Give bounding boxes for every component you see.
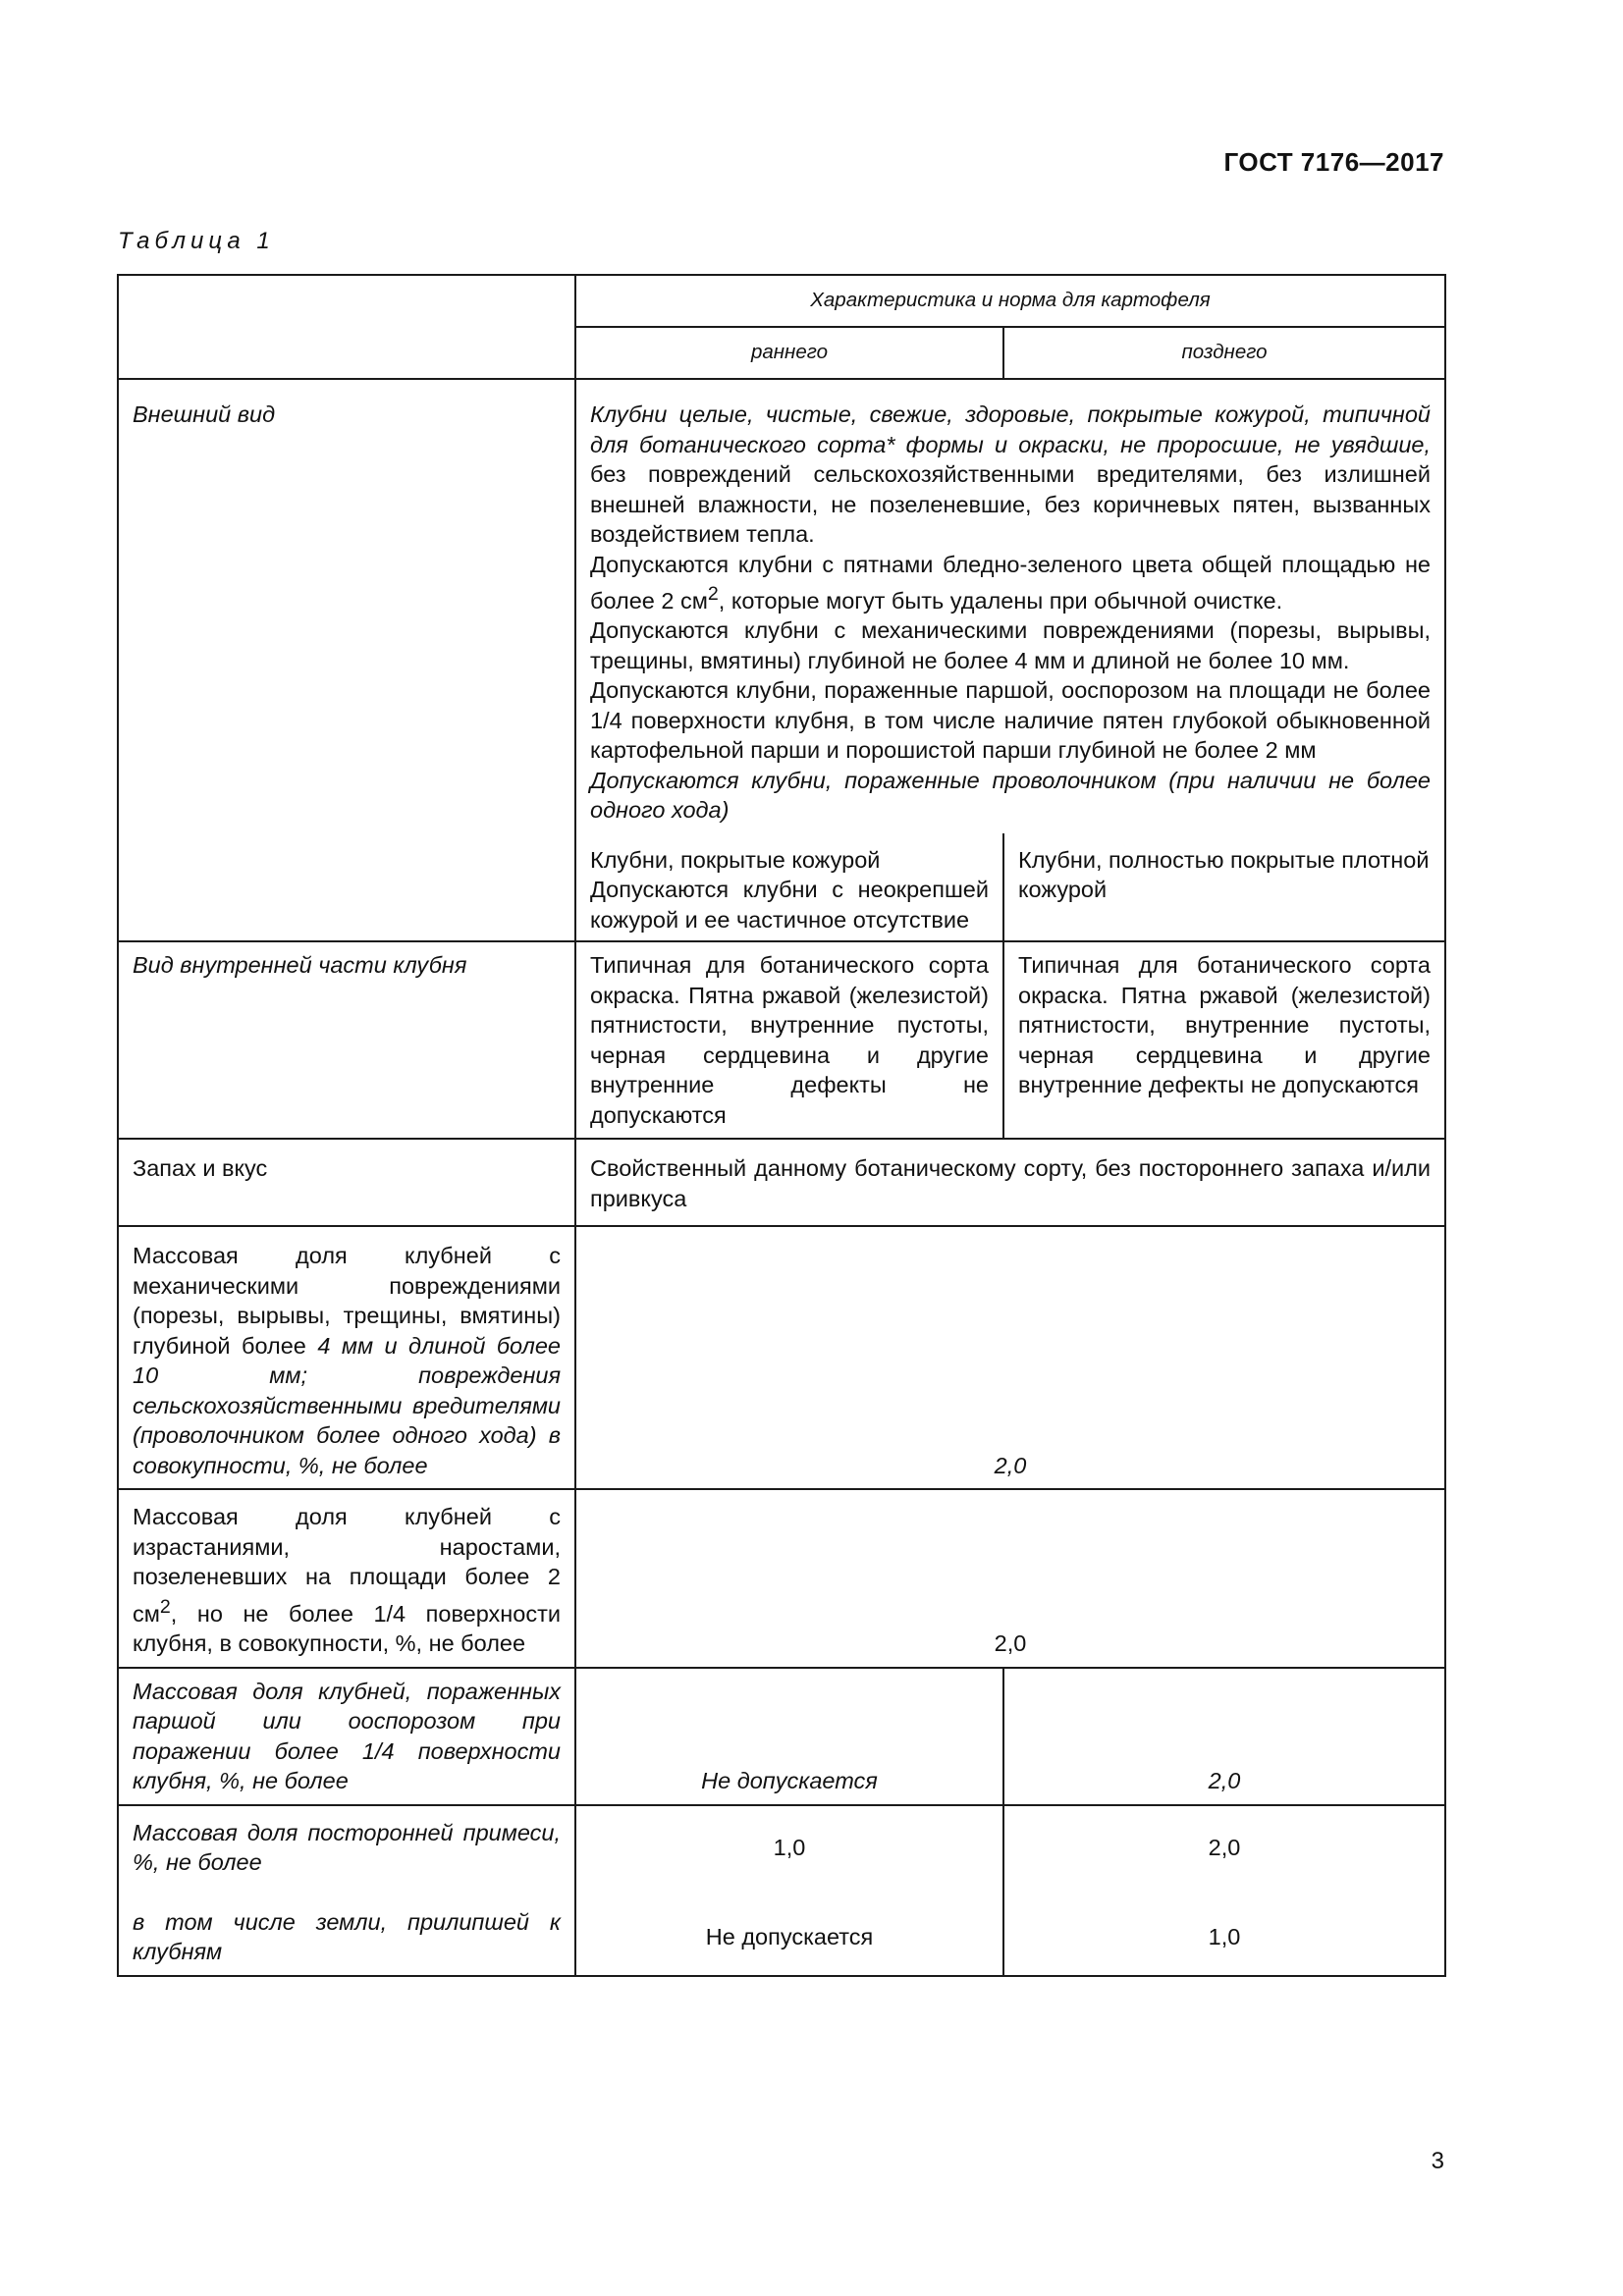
- interior-label: Вид внутренней части клубня: [118, 941, 575, 1139]
- appearance-p5: Допускаются клубни, пораженные проволочником (при наличии не более одного хода): [590, 767, 1431, 824]
- scab-early: Не допускается: [575, 1668, 1003, 1805]
- sprouts-label-cell: [118, 1489, 575, 1667]
- table-row-scab: [118, 1668, 1445, 1805]
- appearance-p2-end: , которые могут быть удалены при обычной очистке.: [718, 587, 1283, 614]
- sprouts-label-sup: 2: [159, 1595, 171, 1618]
- appearance-p2-sup: 2: [707, 583, 719, 605]
- sprouts-value: 2,0: [575, 1489, 1445, 1667]
- impurity-late: 2,0: [1208, 1834, 1241, 1860]
- interior-late-cell: [1003, 941, 1445, 1139]
- appearance-late-text: Клубни, полностью покрытые плотной кожурой: [1018, 846, 1430, 903]
- appearance-early-line2: Допускаются клубни с неокрепшей кожурой и ее частичное отсутствие: [590, 877, 989, 933]
- table-row-impurity: [118, 1805, 1445, 1976]
- appearance-p2-start: Допускаются клубни с пятнами бледно-зеленого цвета общей площадью не более 2 см: [590, 551, 1431, 614]
- appearance-description: [575, 379, 1445, 833]
- interior-late: Типичная для ботанического сорта окраска. Пятна ржавой (железистой) пятнистости, внутренние пустоты, черная сердцевина и другие внутренние дефекты не допускаются: [1018, 952, 1431, 1098]
- smell-value-cell: [575, 1139, 1445, 1226]
- appearance-label: Внешний вид: [118, 379, 575, 941]
- table-row-sprouts: [118, 1489, 1445, 1667]
- scab-label: Массовая доля клубней, пораженных паршой или ооспорозом при поражении более 1/4 поверхности клубня, %, не более: [133, 1678, 561, 1794]
- smell-value: Свойственный данному ботаническому сорту, без постороннего запаха и/или привкуса: [590, 1155, 1431, 1211]
- table-caption: Таблица 1: [118, 228, 275, 254]
- impurity-label: Массовая доля посторонней примеси, %, не более: [133, 1819, 561, 1876]
- impurity-sub-early: Не допускается: [705, 1924, 874, 1950]
- mech-damage-value: 2,0: [575, 1226, 1445, 1489]
- mech-damage-label-italic: 4 мм и длиной более 10 мм; повреждения сельскохозяйственными вредителями (проволочником более одного хода) в совокупности,: [133, 1332, 562, 1478]
- appearance-p3: Допускаются клубни с механическими повреждениями (порезы, вырывы, трещины, вмятины) глубиной не более 4 мм и длиной не более 10 мм.: [590, 617, 1431, 673]
- header-characteristic: Характеристика и норма для картофеля: [575, 275, 1445, 327]
- impurity-sub-late: 1,0: [1208, 1924, 1241, 1950]
- impurity-early: 1,0: [773, 1834, 806, 1860]
- scab-label-cell: [118, 1668, 575, 1805]
- table-row-appearance: [118, 379, 1445, 833]
- appearance-early-line1: Клубни, покрытые кожурой: [590, 846, 881, 873]
- mech-damage-label-cell: [118, 1226, 575, 1489]
- mech-damage-label-end: %, не более: [292, 1452, 428, 1478]
- header-late: позднего: [1003, 327, 1445, 379]
- interior-early: Типичная для ботанического сорта окраска. Пятна ржавой (железистой) пятнистости, внутренние пустоты, черная сердцевина и другие внутренние дефекты не допускаются: [590, 952, 989, 1128]
- appearance-late-cell: [1003, 833, 1445, 942]
- impurity-sub-label: в том числе земли, прилипшей к клубням: [133, 1908, 561, 1965]
- header-early: раннего: [575, 327, 1003, 379]
- standard-code: ГОСТ 7176—2017: [1223, 147, 1444, 177]
- table-row-smell: [118, 1139, 1445, 1226]
- mech-damage-label-plain: Массовая доля клубней с механическими повреждениями (порезы, вырывы, трещины, вмятины) глубиной более: [133, 1243, 561, 1359]
- smell-label: Запах и вкус: [118, 1139, 575, 1226]
- table-row-mech-damage: [118, 1226, 1445, 1489]
- impurity-label-cell: [118, 1805, 575, 1976]
- requirements-table: [117, 274, 1446, 1977]
- appearance-p1-rest: без повреждений сельскохозяйственными вредителями, без излишней внешней влажности, не позеленевшие, без коричневых пятен, вызванных воздействием тепла.: [590, 461, 1431, 547]
- appearance-early-cell: [575, 833, 1003, 942]
- page-number: 3: [1431, 2148, 1444, 2174]
- sprouts-label-end: , но не более 1/4 поверхности клубня, в совокупности, %, не более: [133, 1600, 561, 1657]
- header-empty-cell: [118, 275, 575, 379]
- appearance-p4: Допускаются клубни, пораженные паршой, ооспорозом на площади не более 1/4 поверхности клубня, в том числе наличие пятен глубокой обыкновенной картофельной парши и порошистой парши глубиной не более 2 мм: [590, 677, 1431, 764]
- sprouts-label-start: Массовая доля клубней с израстаниями, наростами, позеленевших на площади более 2 см: [133, 1504, 561, 1627]
- interior-early-cell: [575, 941, 1003, 1139]
- scab-late: 2,0: [1003, 1668, 1445, 1805]
- impurity-late-cell: [1003, 1805, 1445, 1976]
- appearance-p1-italic: Клубни целые, чистые, свежие, здоровые, покрытые кожурой, типичной для ботанического сорта* формы и окраски, не проросшие, не увядшие,: [590, 401, 1431, 457]
- table-row-interior: [118, 941, 1445, 1139]
- header-row-top: [118, 275, 1445, 327]
- impurity-early-cell: [575, 1805, 1003, 1976]
